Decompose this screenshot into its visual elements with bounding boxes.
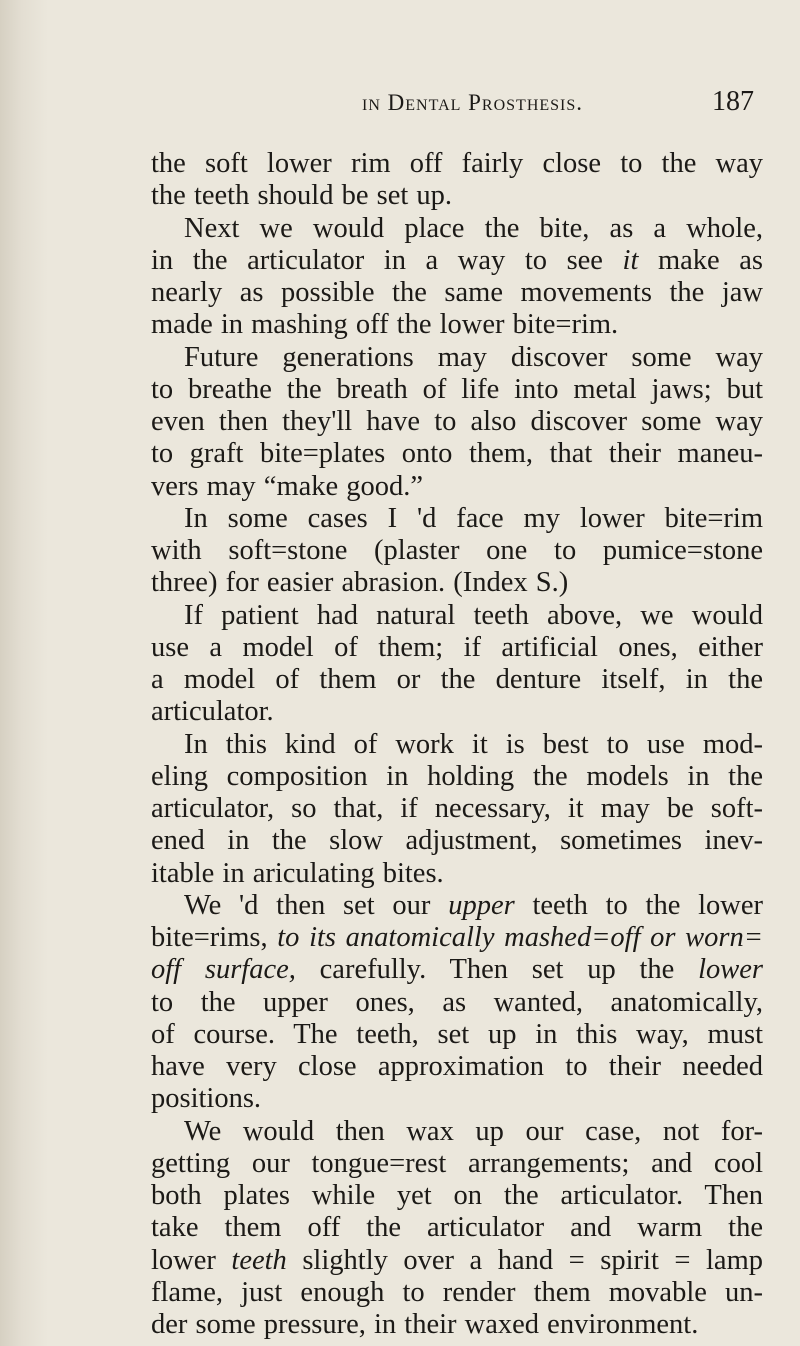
text-segment: getting our tongue=rest arrangements; and cool: [151, 1147, 763, 1179]
text-segment: take them off the articulator and warm the: [151, 1212, 763, 1244]
text-line: [151, 729, 763, 761]
text-line: [151, 438, 763, 470]
text-line: [151, 180, 763, 212]
text-segment: articulator.: [151, 696, 274, 728]
text-line: [151, 245, 763, 277]
text-line: [151, 1116, 763, 1148]
text-segment: have very close approximation to their needed: [151, 1051, 763, 1082]
text-line: [151, 664, 763, 696]
text-line: [151, 1277, 763, 1309]
text-line: [151, 825, 763, 857]
text-line: [151, 793, 763, 825]
text-line: [151, 954, 763, 986]
text-line: [151, 1083, 763, 1115]
text-line: [151, 922, 763, 954]
text-line: [151, 761, 763, 793]
italic-segment: upper: [448, 889, 515, 921]
text-segment: teeth to the lower: [514, 889, 763, 921]
running-head: in Dental Prosthesis.: [362, 90, 584, 115]
body-text: [151, 148, 763, 1341]
text-segment: In this kind of work it is best to use mod-: [184, 728, 763, 760]
text-line: [151, 535, 763, 567]
text-segment: a model of them or the denture itself, in the: [151, 664, 763, 695]
text-segment: the soft lower rim off fairly close to the way: [151, 148, 763, 179]
italic-segment: teeth: [231, 1244, 287, 1276]
text-line: [151, 600, 763, 632]
text-line: [151, 309, 763, 341]
text-segment: slightly over a hand = spirit = lamp: [286, 1244, 763, 1276]
italic-segment: lower: [698, 954, 763, 986]
text-segment: flame, just enough to render them movable un-: [151, 1276, 763, 1308]
text-segment: articulator, so that, if necessary, it may be soft-: [151, 793, 763, 824]
italic-segment: it: [622, 244, 639, 276]
text-line: [151, 342, 763, 374]
text-line: [151, 1019, 763, 1051]
italic-segment: to its anatomically mashed=off or worn=: [277, 922, 763, 953]
text-segment: positions.: [151, 1083, 262, 1115]
text-segment: vers may “make good.”: [151, 470, 424, 502]
text-line: [151, 987, 763, 1019]
text-line: [151, 1148, 763, 1180]
page-header: [0, 86, 800, 126]
italic-segment: off surface,: [151, 954, 296, 986]
text-segment: use a model of them; if artificial ones, either: [151, 631, 763, 663]
text-line: [151, 1051, 763, 1083]
text-line: [151, 406, 763, 438]
text-segment: If patient had natural teeth above, we would: [184, 599, 763, 631]
text-segment: the teeth should be set up.: [151, 180, 453, 212]
text-segment: eling composition in holding the models in the: [151, 760, 763, 792]
text-line: [151, 1212, 763, 1244]
text-line: [151, 503, 763, 535]
text-segment: ened in the slow adjustment, sometimes inev-: [151, 825, 763, 857]
text-segment: even then they'll have to also discover some way: [151, 406, 763, 437]
text-segment: nearly as possible the same movements the jaw: [151, 277, 763, 308]
text-segment: both plates while yet on the articulator. Then: [151, 1180, 763, 1211]
page-number: 187: [712, 86, 754, 117]
text-line: [151, 213, 763, 245]
text-segment: bite=rims,: [151, 922, 278, 953]
text-segment: We would then wax up our case, not for-: [184, 1115, 763, 1147]
text-segment: make as: [638, 244, 763, 276]
text-line: [151, 471, 763, 503]
text-segment: In some cases I 'd face my lower bite=rim: [184, 502, 763, 534]
text-segment: with soft=stone (plaster one to pumice=stone: [151, 535, 763, 566]
text-line: [151, 148, 763, 180]
text-segment: Future generations may discover some way: [184, 341, 763, 373]
text-segment: lower: [151, 1244, 232, 1276]
text-line: [151, 1180, 763, 1212]
text-segment: Next we would place the bite, as a whole,: [184, 212, 763, 244]
text-line: [151, 858, 763, 890]
text-line: [151, 567, 763, 599]
text-segment: We 'd then set our: [184, 889, 449, 921]
text-segment: three) for easier abrasion. (Index S.): [151, 567, 569, 599]
text-line: [151, 1245, 763, 1277]
text-line: [151, 696, 763, 728]
text-segment: made in mashing off the lower bite=rim.: [151, 309, 619, 341]
text-segment: to graft bite=plates onto them, that their maneu-: [151, 438, 763, 470]
text-line: [151, 890, 763, 922]
text-segment: der some pressure, in their waxed environment.: [151, 1309, 699, 1340]
text-segment: to breathe the breath of life into metal jaws; but: [151, 373, 763, 405]
text-segment: carefully. Then set up the: [295, 954, 699, 986]
text-segment: in the articulator in a way to see: [151, 244, 623, 276]
page-gutter-shadow: [0, 0, 48, 1346]
text-line: [151, 277, 763, 309]
text-line: [151, 632, 763, 664]
text-line: [151, 1309, 763, 1341]
text-line: [151, 374, 763, 406]
text-segment: of course. The teeth, set up in this way, must: [151, 1018, 763, 1050]
text-segment: to the upper ones, as wanted, anatomically,: [151, 986, 763, 1018]
text-segment: itable in ariculating bites.: [151, 857, 444, 889]
